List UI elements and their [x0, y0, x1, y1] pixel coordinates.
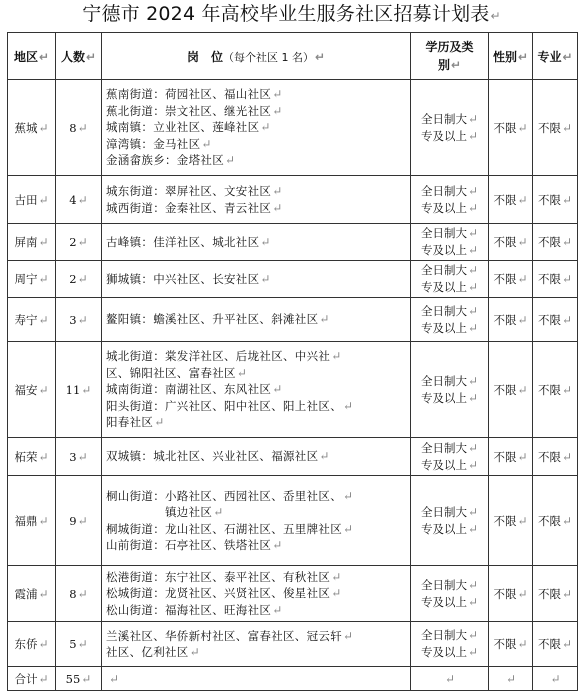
paragraph-mark-icon: ↵ — [467, 628, 479, 642]
table-title — [0, 2, 583, 28]
title-text: 宁德市 2024 年高校毕业生服务社区招募计划表 — [82, 3, 490, 25]
paragraph-mark-icon: ↵ — [225, 153, 236, 168]
position-line: 松城街道：龙贤社区、兴贤社区、俊星社区↵ — [106, 586, 342, 601]
header-major: 专业↵ — [533, 33, 578, 80]
paragraph-mark-icon: ↵ — [38, 513, 49, 528]
paragraph-mark-icon: ↵ — [38, 235, 49, 249]
total-education-cell: ↵ — [411, 667, 489, 691]
table-row — [8, 342, 578, 438]
paragraph-mark-icon: ↵ — [467, 577, 479, 592]
paragraph-mark-icon: ↵ — [260, 234, 271, 249]
paragraph-mark-icon: ↵ — [467, 457, 479, 472]
paragraph-mark-icon: ↵ — [272, 87, 283, 102]
major-cell: 不限↵ — [533, 176, 578, 224]
paragraph-mark-icon: ↵ — [490, 9, 501, 23]
education-line: 全日制大↵ — [420, 440, 479, 455]
gender-cell: 不限↵ — [489, 298, 533, 342]
paragraph-mark-icon: ↵ — [331, 569, 342, 584]
count-cell: 11↵ — [56, 342, 102, 438]
education-line: 专及以上↵ — [420, 200, 479, 215]
paragraph-mark-icon: ↵ — [77, 272, 88, 286]
paragraph-mark-icon: ↵ — [467, 263, 479, 277]
region-cell: 古田↵ — [8, 176, 56, 224]
paragraph-mark-icon: ↵ — [38, 637, 49, 651]
position-line: 社区、亿利社区↵ — [106, 645, 200, 659]
count-cell: 2↵ — [56, 261, 102, 298]
gender-cell: 不限↵ — [489, 566, 533, 622]
position-line: 城北街道：棠发洋社区、后垅社区、中兴社↵ — [106, 349, 342, 364]
gender-cell: 不限↵ — [489, 80, 533, 176]
count-cell: 8↵ — [56, 566, 102, 622]
gender-cell: 不限↵ — [489, 476, 533, 566]
major-cell: 不限↵ — [533, 438, 578, 476]
paragraph-mark-icon: ↵ — [189, 645, 200, 659]
position-line: 狮城镇：中兴社区、长安社区↵ — [106, 271, 271, 286]
gender-cell: 不限↵ — [489, 622, 533, 667]
total-position-cell: ↵ — [102, 667, 411, 691]
education-line: 全日制大↵ — [420, 183, 479, 198]
position-cell — [102, 298, 411, 342]
major-cell: 不限↵ — [533, 80, 578, 176]
paragraph-mark-icon: ↵ — [467, 390, 479, 405]
paragraph-mark-icon: ↵ — [561, 449, 573, 464]
education-cell — [411, 566, 489, 622]
major-cell: 不限↵ — [533, 476, 578, 566]
education-cell — [411, 438, 489, 476]
paragraph-mark-icon: ↵ — [517, 637, 528, 651]
paragraph-mark-icon: ↵ — [331, 349, 342, 364]
education-line: 专及以上↵ — [420, 280, 479, 294]
paragraph-mark-icon: ↵ — [77, 586, 88, 601]
education-line: 全日制大↵ — [420, 111, 479, 126]
paragraph-mark-icon: ↵ — [77, 449, 88, 464]
paragraph-mark-icon: ↵ — [260, 120, 271, 135]
paragraph-mark-icon: ↵ — [517, 513, 528, 528]
paragraph-mark-icon: ↵ — [467, 111, 479, 126]
paragraph-mark-icon: ↵ — [38, 449, 49, 464]
header-count: 人数↵ — [56, 33, 102, 80]
table-row — [8, 261, 578, 298]
paragraph-mark-icon: ↵ — [467, 226, 479, 240]
paragraph-mark-icon: ↵ — [561, 192, 573, 207]
position-line: 漳湾镇：金马社区↵ — [106, 136, 212, 151]
paragraph-mark-icon: ↵ — [77, 513, 88, 528]
paragraph-mark-icon: ↵ — [517, 120, 528, 135]
paragraph-mark-icon: ↵ — [561, 235, 573, 249]
paragraph-mark-icon: ↵ — [272, 184, 283, 198]
table-row — [8, 224, 578, 261]
paragraph-mark-icon: ↵ — [272, 538, 283, 552]
count-cell: 2↵ — [56, 224, 102, 261]
region-cell: 福安↵ — [8, 342, 56, 438]
position-line: 双城镇：城北社区、兴业社区、福源社区↵ — [106, 449, 330, 464]
header-education: 学历及类 别↵ — [411, 33, 489, 80]
position-line: 山前街道：石亭社区、铁塔社区↵ — [106, 538, 283, 552]
paragraph-mark-icon: ↵ — [467, 504, 479, 519]
education-line: 专及以上↵ — [420, 457, 479, 472]
position-cell — [102, 80, 411, 176]
position-line: 城南街道：南湖社区、东风社区↵ — [106, 382, 283, 397]
position-line: 金涵畲族乡：金塔社区↵ — [106, 153, 236, 168]
position-line: 区、锦阳社区、富春社区↵ — [106, 365, 248, 380]
position-line: 蕉南街道：荷园社区、福山社区↵ — [106, 87, 283, 102]
gender-cell: 不限↵ — [489, 261, 533, 298]
major-cell: 不限↵ — [533, 566, 578, 622]
paragraph-mark-icon: ↵ — [467, 243, 479, 257]
education-line: 全日制大↵ — [420, 628, 479, 642]
paragraph-mark-icon: ↵ — [561, 382, 573, 397]
education-line: 专及以上↵ — [420, 243, 479, 257]
paragraph-mark-icon: ↵ — [81, 382, 92, 397]
position-line: 城西街道：金秦社区、青云社区↵ — [106, 200, 283, 215]
paragraph-mark-icon: ↵ — [201, 136, 212, 151]
table-row — [8, 438, 578, 476]
paragraph-mark-icon: ↵ — [467, 183, 479, 198]
paragraph-mark-icon: ↵ — [343, 521, 354, 536]
paragraph-mark-icon: ↵ — [467, 521, 479, 536]
paragraph-mark-icon: ↵ — [272, 103, 283, 118]
position-cell — [102, 622, 411, 667]
paragraph-mark-icon: ↵ — [331, 586, 342, 601]
table-row — [8, 298, 578, 342]
education-line: 全日制大↵ — [420, 577, 479, 592]
count-cell: 5↵ — [56, 622, 102, 667]
position-cell — [102, 476, 411, 566]
paragraph-mark-icon: ↵ — [77, 120, 88, 135]
major-cell: 不限↵ — [533, 261, 578, 298]
paragraph-mark-icon: ↵ — [467, 200, 479, 215]
major-cell: 不限↵ — [533, 224, 578, 261]
position-line: 鳌阳镇：蟾溪社区、升平社区、斜滩社区↵ — [106, 312, 330, 327]
education-line: 全日制大↵ — [420, 504, 479, 519]
paragraph-mark-icon: ↵ — [319, 449, 330, 464]
header-row — [8, 33, 578, 80]
major-cell: 不限↵ — [533, 298, 578, 342]
region-cell: 柘荣↵ — [8, 438, 56, 476]
paragraph-mark-icon: ↵ — [260, 271, 271, 286]
paragraph-mark-icon: ↵ — [561, 312, 573, 327]
region-cell: 福鼎↵ — [8, 476, 56, 566]
header-position: 岗 位（每个社区 1 名）↵ — [102, 33, 411, 80]
position-line: 阳春社区↵ — [106, 415, 165, 430]
education-line: 专及以上↵ — [420, 390, 479, 405]
paragraph-mark-icon: ↵ — [319, 312, 330, 327]
gender-cell: 不限↵ — [489, 438, 533, 476]
position-line: 城南镇：立业社区、莲峰社区↵ — [106, 120, 271, 135]
total-major-cell: ↵ — [533, 667, 578, 691]
paragraph-mark-icon: ↵ — [561, 637, 573, 651]
position-line: 兰溪社区、华侨新村社区、富春社区、冠云轩↵ — [106, 628, 354, 643]
paragraph-mark-icon: ↵ — [467, 320, 479, 335]
table-row — [8, 622, 578, 667]
major-cell: 不限↵ — [533, 342, 578, 438]
position-line: 松山街道：福海社区、旺海社区↵ — [106, 602, 283, 617]
paragraph-mark-icon: ↵ — [213, 505, 224, 519]
education-cell — [411, 342, 489, 438]
education-cell — [411, 298, 489, 342]
position-cell — [102, 342, 411, 438]
recruitment-table — [7, 32, 578, 691]
education-line: 专及以上↵ — [420, 128, 479, 143]
table-row — [8, 80, 578, 176]
paragraph-mark-icon: ↵ — [38, 120, 49, 135]
position-cell — [102, 176, 411, 224]
position-cell — [102, 438, 411, 476]
paragraph-mark-icon: ↵ — [343, 628, 354, 643]
paragraph-mark-icon: ↵ — [38, 312, 49, 327]
paragraph-mark-icon: ↵ — [272, 382, 283, 397]
region-cell: 屏南↵ — [8, 224, 56, 261]
paragraph-mark-icon: ↵ — [517, 312, 528, 327]
paragraph-mark-icon: ↵ — [343, 488, 354, 503]
region-cell: 蕉城↵ — [8, 80, 56, 176]
paragraph-mark-icon: ↵ — [517, 192, 528, 207]
region-cell: 东侨↵ — [8, 622, 56, 667]
header-gender: 性别↵ — [489, 33, 533, 80]
header-region: 地区↵ — [8, 33, 56, 80]
paragraph-mark-icon: ↵ — [467, 128, 479, 143]
paragraph-mark-icon: ↵ — [561, 120, 573, 135]
paragraph-mark-icon: ↵ — [272, 200, 283, 215]
paragraph-mark-icon: ↵ — [272, 602, 283, 617]
total-label: 合计↵ — [8, 667, 56, 691]
education-line: 专及以上↵ — [420, 521, 479, 536]
gender-cell: 不限↵ — [489, 342, 533, 438]
table-row — [8, 176, 578, 224]
position-line: 松港街道：东宁社区、泰平社区、有秋社区↵ — [106, 569, 342, 584]
education-cell — [411, 261, 489, 298]
paragraph-mark-icon: ↵ — [77, 192, 88, 207]
paragraph-mark-icon: ↵ — [517, 586, 528, 601]
position-cell — [102, 224, 411, 261]
education-cell — [411, 622, 489, 667]
education-line: 专及以上↵ — [420, 594, 479, 609]
education-line: 全日制大↵ — [420, 226, 479, 240]
count-cell: 9↵ — [56, 476, 102, 566]
paragraph-mark-icon: ↵ — [561, 513, 573, 528]
education-line: 全日制大↵ — [420, 263, 479, 277]
position-line: 古峰镇：佳洋社区、城北社区↵ — [106, 234, 271, 249]
education-cell — [411, 476, 489, 566]
paragraph-mark-icon: ↵ — [38, 382, 49, 397]
paragraph-mark-icon: ↵ — [77, 235, 88, 249]
paragraph-mark-icon: ↵ — [467, 280, 479, 294]
education-cell — [411, 80, 489, 176]
position-line: 城东街道：翠屏社区、文安社区↵ — [106, 184, 283, 198]
paragraph-mark-icon: ↵ — [467, 303, 479, 318]
paragraph-mark-icon: ↵ — [77, 312, 88, 327]
position-line: 阳头街道：广兴社区、阳中社区、阳上社区、↵ — [106, 398, 354, 413]
position-line: 桐山街道：小路社区、西园社区、岙里社区、↵ — [106, 488, 354, 503]
region-cell: 霞浦↵ — [8, 566, 56, 622]
paragraph-mark-icon: ↵ — [467, 373, 479, 388]
total-gender-cell: ↵ — [489, 667, 533, 691]
paragraph-mark-icon: ↵ — [38, 192, 49, 207]
paragraph-mark-icon: ↵ — [517, 272, 528, 286]
region-cell: 寿宁↵ — [8, 298, 56, 342]
position-line: 桐城街道：龙山社区、石湖社区、五里牌社区↵ — [106, 521, 354, 536]
paragraph-mark-icon: ↵ — [517, 449, 528, 464]
paragraph-mark-icon: ↵ — [517, 382, 528, 397]
paragraph-mark-icon: ↵ — [467, 440, 479, 455]
paragraph-mark-icon: ↵ — [343, 398, 354, 413]
gender-cell: 不限↵ — [489, 176, 533, 224]
paragraph-mark-icon: ↵ — [467, 645, 479, 659]
position-line: 镇边社区↵ — [106, 505, 224, 519]
table-row — [8, 566, 578, 622]
education-cell — [411, 224, 489, 261]
count-cell: 8↵ — [56, 80, 102, 176]
position-cell — [102, 261, 411, 298]
total-count: 55↵ — [56, 667, 102, 691]
count-cell: 3↵ — [56, 298, 102, 342]
education-line: 全日制大↵ — [420, 373, 479, 388]
paragraph-mark-icon: ↵ — [561, 586, 573, 601]
paragraph-mark-icon: ↵ — [236, 365, 248, 380]
education-line: 全日制大↵ — [420, 303, 479, 318]
count-cell: 3↵ — [56, 438, 102, 476]
paragraph-mark-icon: ↵ — [154, 415, 165, 430]
table-row — [8, 476, 578, 566]
position-line: 蕉北街道：崇文社区、继光社区↵ — [106, 103, 283, 118]
paragraph-mark-icon: ↵ — [38, 272, 49, 286]
paragraph-mark-icon: ↵ — [77, 637, 88, 651]
count-cell: 4↵ — [56, 176, 102, 224]
paragraph-mark-icon: ↵ — [38, 586, 49, 601]
paragraph-mark-icon: ↵ — [467, 594, 479, 609]
education-line: 专及以上↵ — [420, 645, 479, 659]
education-line: 专及以上↵ — [420, 320, 479, 335]
gender-cell: 不限↵ — [489, 224, 533, 261]
paragraph-mark-icon: ↵ — [561, 272, 573, 286]
total-row — [8, 667, 578, 691]
paragraph-mark-icon: ↵ — [517, 235, 528, 249]
region-cell: 周宁↵ — [8, 261, 56, 298]
position-cell — [102, 566, 411, 622]
education-cell — [411, 176, 489, 224]
major-cell: 不限↵ — [533, 622, 578, 667]
